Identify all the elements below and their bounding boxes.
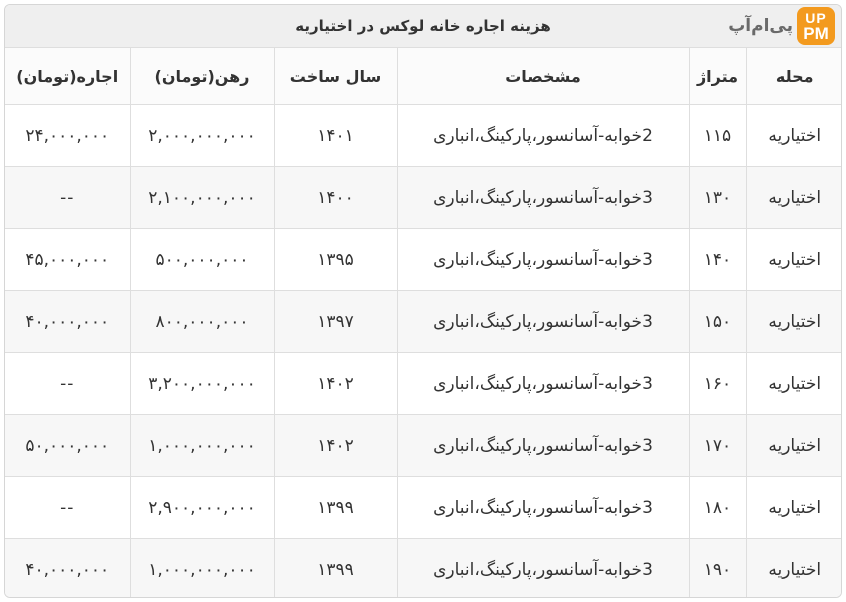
- cell-build-year: ۱۳۹۹: [274, 477, 397, 539]
- column-header-deposit: رهن(تومان): [130, 48, 274, 105]
- column-header-features: مشخصات: [397, 48, 689, 105]
- cell-neighborhood: اختیاریه: [746, 353, 842, 415]
- cell-features: 3خوابه-آسانسور،پارکینگ،انباری: [397, 539, 689, 599]
- cell-features: 3خوابه-آسانسور،پارکینگ،انباری: [397, 229, 689, 291]
- table-row: [5, 353, 842, 415]
- cell-deposit: ۲,۰۰۰,۰۰۰,۰۰۰: [130, 105, 274, 167]
- table-header-row: [5, 48, 842, 105]
- cell-neighborhood: اختیاریه: [746, 105, 842, 167]
- cell-features: 3خوابه-آسانسور،پارکینگ،انباری: [397, 477, 689, 539]
- cell-area: ۱۷۰: [689, 415, 746, 477]
- cell-build-year: ۱۳۹۹: [274, 539, 397, 599]
- cell-build-year: ۱۴۰۲: [274, 353, 397, 415]
- logo-badge-icon: [797, 7, 835, 45]
- cell-area: ۱۹۰: [689, 539, 746, 599]
- site-logo: [728, 7, 835, 45]
- cell-area: ۱۱۵: [689, 105, 746, 167]
- logo-text: پی‌ام‌آپ: [728, 16, 793, 36]
- cell-area: ۱۳۰: [689, 167, 746, 229]
- cell-area: ۱۸۰: [689, 477, 746, 539]
- cell-deposit: ۲,۹۰۰,۰۰۰,۰۰۰: [130, 477, 274, 539]
- column-header-build-year: سال ساخت: [274, 48, 397, 105]
- cell-neighborhood: اختیاریه: [746, 229, 842, 291]
- logo-badge-top: UP: [805, 10, 827, 26]
- cell-area: ۱۵۰: [689, 291, 746, 353]
- cell-build-year: ۱۴۰۱: [274, 105, 397, 167]
- cell-rent: ۲۴,۰۰۰,۰۰۰: [5, 105, 130, 167]
- cell-neighborhood: اختیاریه: [746, 477, 842, 539]
- cell-rent: ۵۰,۰۰۰,۰۰۰: [5, 415, 130, 477]
- cell-neighborhood: اختیاریه: [746, 415, 842, 477]
- rent-table: [5, 47, 842, 598]
- table-row: [5, 539, 842, 599]
- cell-features: 3خوابه-آسانسور،پارکینگ،انباری: [397, 167, 689, 229]
- cell-rent: --: [5, 167, 130, 229]
- cell-features: 2خوابه-آسانسور،پارکینگ،انباری: [397, 105, 689, 167]
- cell-build-year: ۱۴۰۰: [274, 167, 397, 229]
- logo-badge-bottom: PM: [803, 24, 829, 43]
- cell-deposit: ۵۰۰,۰۰۰,۰۰۰: [130, 229, 274, 291]
- cell-deposit: ۳,۲۰۰,۰۰۰,۰۰۰: [130, 353, 274, 415]
- cell-area: ۱۴۰: [689, 229, 746, 291]
- cell-deposit: ۲,۱۰۰,۰۰۰,۰۰۰: [130, 167, 274, 229]
- table-row: [5, 415, 842, 477]
- cell-features: 3خوابه-آسانسور،پارکینگ،انباری: [397, 353, 689, 415]
- column-header-area: متراژ: [689, 48, 746, 105]
- column-header-neighborhood: محله: [746, 48, 842, 105]
- table-row: [5, 167, 842, 229]
- table-row: [5, 105, 842, 167]
- cell-rent: ۴۰,۰۰۰,۰۰۰: [5, 291, 130, 353]
- cell-neighborhood: اختیاریه: [746, 291, 842, 353]
- cell-build-year: ۱۳۹۵: [274, 229, 397, 291]
- table-title: هزینه اجاره خانه لوکس در اختیاریه: [295, 17, 551, 35]
- cell-neighborhood: اختیاریه: [746, 539, 842, 599]
- column-header-rent: اجاره(تومان): [5, 48, 130, 105]
- cell-build-year: ۱۴۰۲: [274, 415, 397, 477]
- cell-deposit: ۸۰۰,۰۰۰,۰۰۰: [130, 291, 274, 353]
- cell-rent: --: [5, 353, 130, 415]
- cell-rent: --: [5, 477, 130, 539]
- table-row: [5, 229, 842, 291]
- cell-area: ۱۶۰: [689, 353, 746, 415]
- cell-deposit: ۱,۰۰۰,۰۰۰,۰۰۰: [130, 539, 274, 599]
- cell-build-year: ۱۳۹۷: [274, 291, 397, 353]
- table-row: [5, 291, 842, 353]
- table-card: [4, 4, 842, 598]
- cell-deposit: ۱,۰۰۰,۰۰۰,۰۰۰: [130, 415, 274, 477]
- cell-features: 3خوابه-آسانسور،پارکینگ،انباری: [397, 415, 689, 477]
- table-header-bar: [5, 5, 841, 47]
- cell-rent: ۴۵,۰۰۰,۰۰۰: [5, 229, 130, 291]
- cell-rent: ۴۰,۰۰۰,۰۰۰: [5, 539, 130, 599]
- table-row: [5, 477, 842, 539]
- cell-features: 3خوابه-آسانسور،پارکینگ،انباری: [397, 291, 689, 353]
- cell-neighborhood: اختیاریه: [746, 167, 842, 229]
